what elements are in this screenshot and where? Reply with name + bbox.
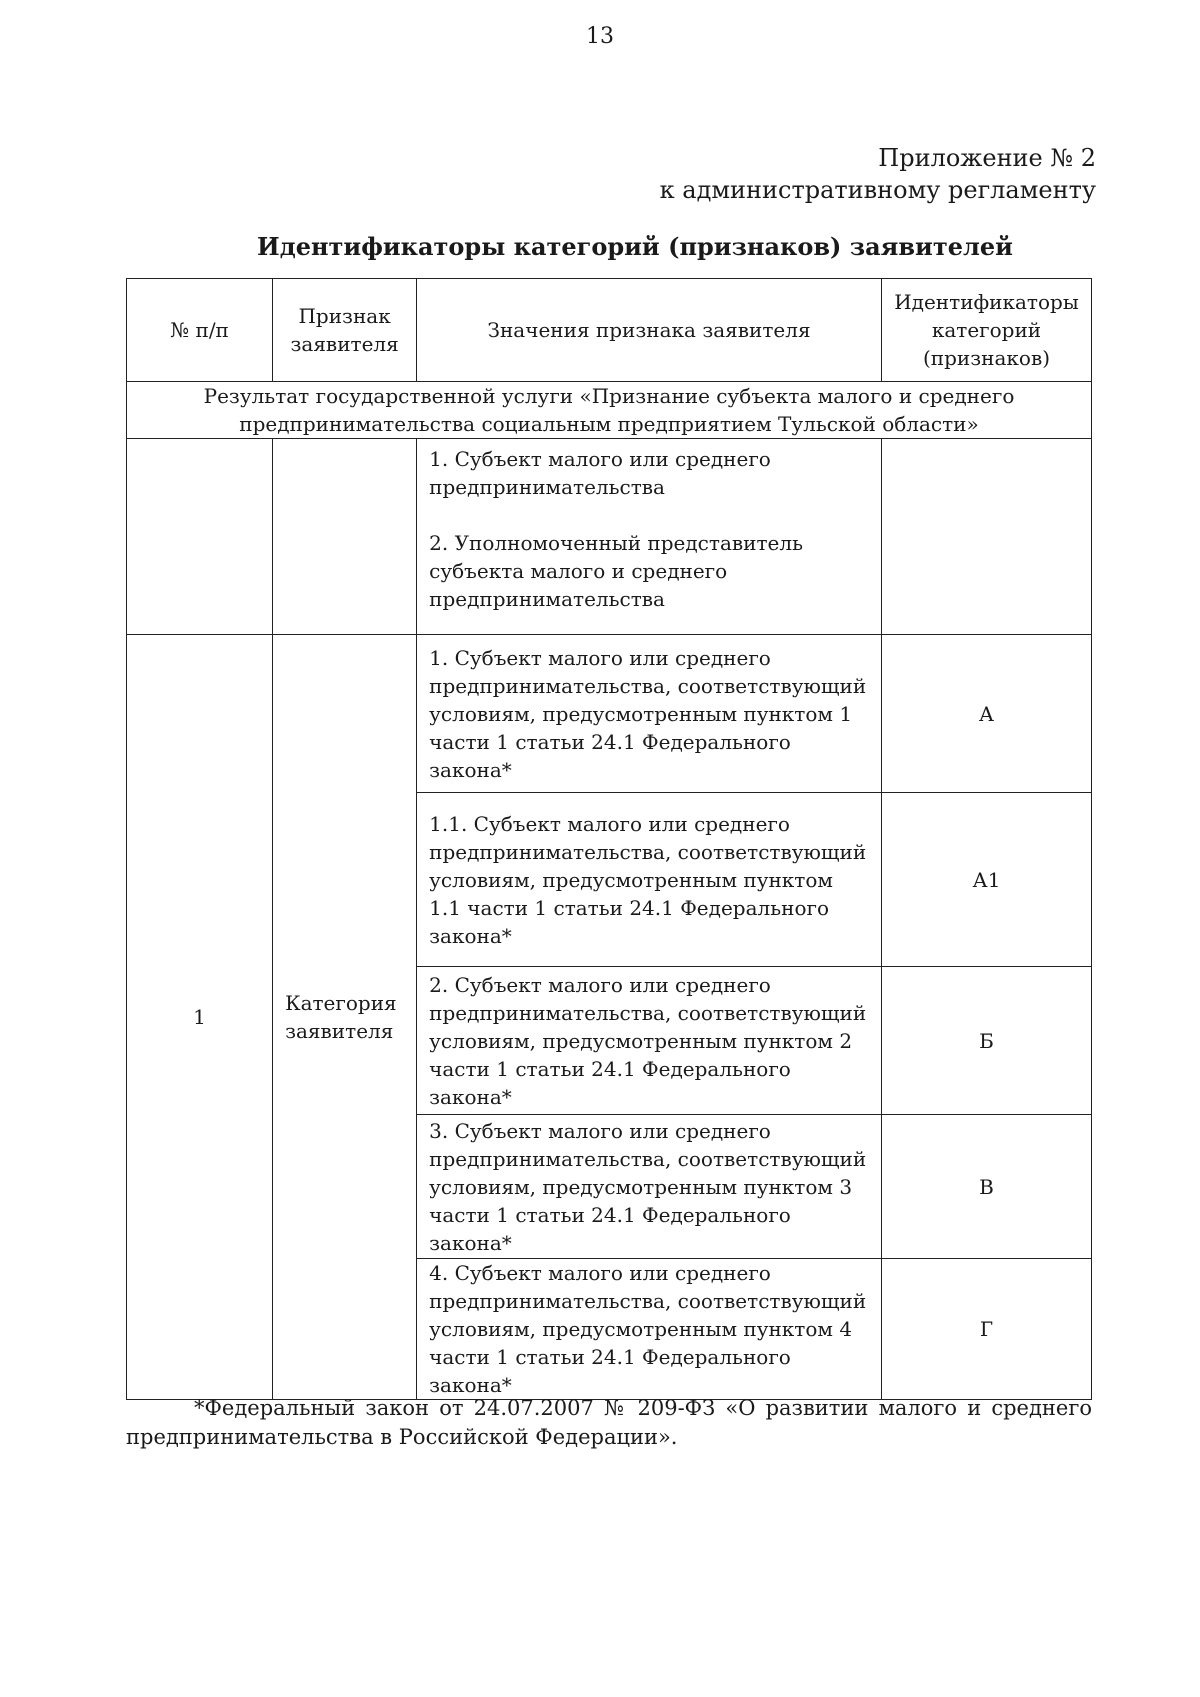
category-value: 1.1. Субъект малого или среднего предпринимательства, соответствующий условиям, предусмотренным пунктом 1.1 части 1 статьи 24.1 Федерального закона* [417, 793, 882, 967]
category-id: В [881, 1115, 1091, 1259]
header-sign: Признак заявителя [273, 279, 417, 382]
categories-table [126, 278, 1092, 1400]
result-row [127, 382, 1092, 439]
header-values: Значения признака заявителя [417, 279, 882, 382]
category-value: 1. Субъект малого или среднего предпринимательства, соответствующий условиям, предусмотренным пунктом 1 части 1 статьи 24.1 Федерального закона* [417, 635, 882, 793]
appendix-line-1: Приложение № 2 [878, 144, 1096, 172]
footnote [126, 1394, 1092, 1452]
header-number: № п/п [127, 279, 273, 382]
header-identifiers: Идентификаторы категорий (признаков) [881, 279, 1091, 382]
category-id: Б [881, 967, 1091, 1115]
group-sign: Категория заявителя [273, 635, 417, 1400]
category-value: 4. Субъект малого или среднего предпринимательства, соответствующий условиям, предусмотренным пунктом 4 части 1 статьи 24.1 Федерального закона* [417, 1259, 882, 1400]
appendix-line-2: к административному регламенту [659, 176, 1096, 204]
footnote-line-2: предпринимательства в Российской Федерации». [126, 1425, 678, 1449]
category-value: 2. Субъект малого или среднего предпринимательства, соответствующий условиям, предусмотренным пунктом 2 части 1 статьи 24.1 Федерального закона* [417, 967, 882, 1115]
empty-cell [273, 439, 417, 635]
empty-cell [127, 439, 273, 635]
footnote-line-1: *Федеральный закон от 24.07.2007 № 209-ФЗ «О развитии малого и среднего [194, 1396, 1092, 1420]
category-id: А1 [881, 793, 1091, 967]
result-cell: Результат государственной услуги «Признание субъекта малого и среднего предпринимательства социальным предприятием Тульской области» [127, 382, 1092, 439]
applicant-type-2: 2. Уполномоченный представитель субъекта малого и среднего предпринимательства [429, 531, 803, 611]
table-row [127, 635, 1092, 793]
table-row [127, 439, 1092, 635]
applicant-type-1: 1. Субъект малого или среднего предпринимательства [429, 447, 771, 499]
group-number: 1 [127, 635, 273, 1400]
table-header-row [127, 279, 1092, 382]
document-title: Идентификаторы категорий (признаков) заявителей [257, 232, 1013, 261]
category-id: Г [881, 1259, 1091, 1400]
appendix-note [660, 142, 1096, 206]
page-number: 13 [586, 24, 614, 49]
category-value: 3. Субъект малого или среднего предпринимательства, соответствующий условиям, предусмотренным пунктом 3 части 1 статьи 24.1 Федерального закона* [417, 1115, 882, 1259]
category-id: А [881, 635, 1091, 793]
empty-cell [881, 439, 1091, 635]
applicant-types-cell [417, 439, 882, 635]
